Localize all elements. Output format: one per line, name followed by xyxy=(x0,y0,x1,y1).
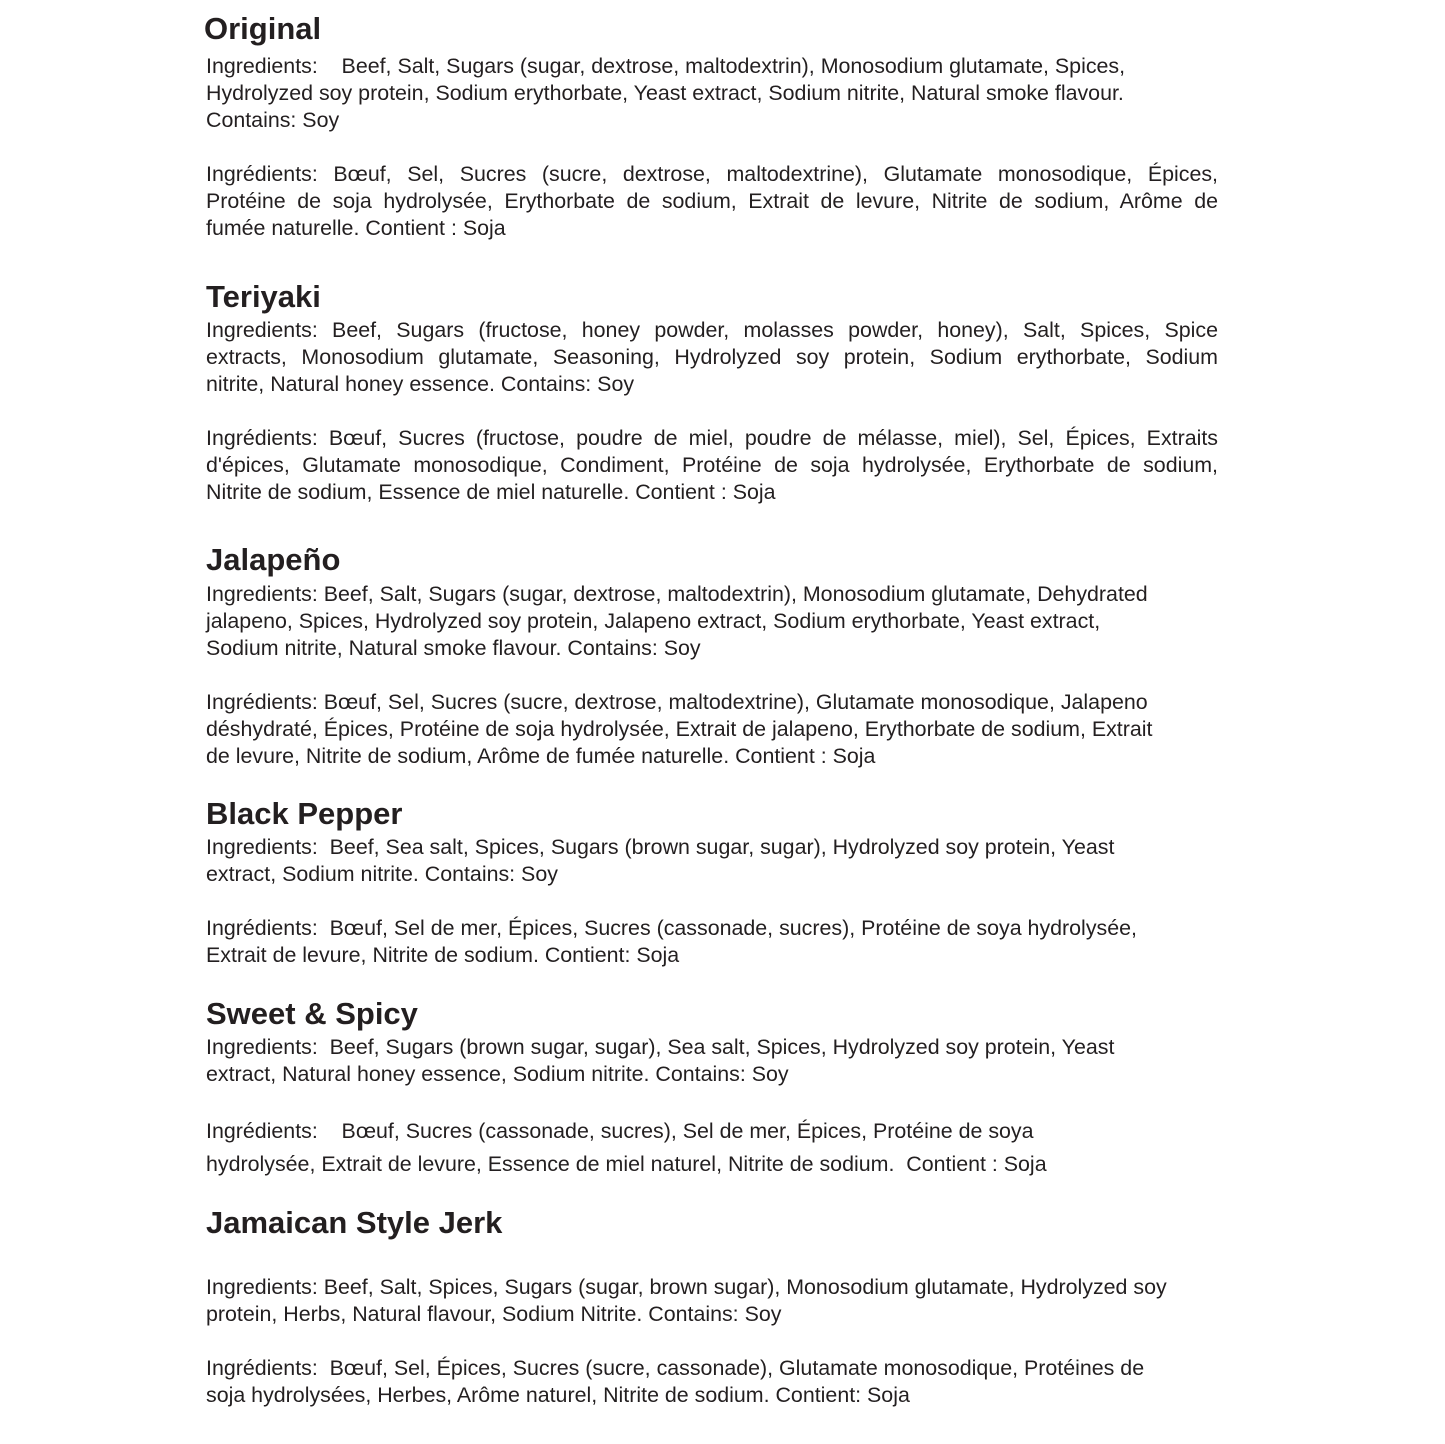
section-title-black-pepper: Black Pepper xyxy=(206,796,403,831)
text-line: Ingredients: Beef, Salt, Spices, Sugars (sugar, brown sugar), Monosodium glutamate, Hydrolyzed soy xyxy=(206,1275,1167,1299)
section-title-jalapeno: Jalapeño xyxy=(206,542,341,577)
ingredients-en-sweet-spicy xyxy=(206,1034,1114,1088)
ingredients-en-teriyaki xyxy=(206,317,1218,398)
ingredients-fr-black-pepper xyxy=(206,915,1137,969)
text-line: Ingredients: Beef, Sugars (brown sugar, sugar), Sea salt, Spices, Hydrolyzed soy protein, Yeast xyxy=(206,1035,1115,1059)
text-line: nitrite, Natural honey essence. Contains: Soy xyxy=(206,372,635,396)
text-line: extract, Natural honey essence, Sodium nitrite. Contains: Soy xyxy=(206,1062,789,1086)
ingredients-fr-jamaican-style-jerk xyxy=(206,1355,1144,1409)
text-line: Ingrédients: Bœuf, Sel, Sucres (sucre, dextrose, maltodextrine), Glutamate monosodique, Jalapeno xyxy=(206,690,1148,714)
text-line: d'épices, Glutamate monosodique, Condiment, Protéine de soja hydrolysée, Erythorbate de sodium, xyxy=(206,453,1218,477)
ingredients-en-jalapeno xyxy=(206,581,1148,662)
text-line: déshydraté, Épices, Protéine de soja hydrolysée, Extrait de jalapeno, Erythorbate de sodium, Extrait xyxy=(206,717,1153,741)
ingredients-fr-sweet-spicy xyxy=(206,1115,1047,1181)
text-line: protein, Herbs, Natural flavour, Sodium Nitrite. Contains: Soy xyxy=(206,1302,782,1326)
text-line: Ingrédients: Bœuf, Sucres (fructose, poudre de miel, poudre de mélasse, miel), Sel, Épices, Extraits xyxy=(206,426,1218,450)
text-line: de levure, Nitrite de sodium, Arôme de fumée naturelle. Contient : Soja xyxy=(206,744,876,768)
text-line: Extrait de levure, Nitrite de sodium. Contient: Soja xyxy=(206,943,680,967)
text-line: Ingrédients: Bœuf, Sucres (cassonade, sucres), Sel de mer, Épices, Protéine de soya xyxy=(206,1119,1034,1143)
text-line: extract, Sodium nitrite. Contains: Soy xyxy=(206,862,558,886)
text-line: Sodium nitrite, Natural smoke flavour. Contains: Soy xyxy=(206,636,701,660)
text-line: Ingrédients: Bœuf, Sel, Épices, Sucres (sucre, cassonade), Glutamate monosodique, Protéines de xyxy=(206,1356,1145,1380)
text-line: Ingredients: Beef, Sugars (fructose, honey powder, molasses powder, honey), Salt, Spices, Spice xyxy=(206,318,1218,342)
ingredients-en-jamaican-style-jerk xyxy=(206,1274,1167,1328)
text-line: Ingredients: Beef, Salt, Sugars (sugar, dextrose, maltodextrin), Monosodium glutamate, Dehydrated xyxy=(206,582,1148,606)
ingredients-en-black-pepper xyxy=(206,834,1114,888)
text-line: Nitrite de sodium, Essence de miel naturelle. Contient : Soja xyxy=(206,480,776,504)
text-line: Ingredients: Beef, Salt, Sugars (sugar, dextrose, maltodextrin), Monosodium glutamate, Spices, xyxy=(206,54,1126,78)
text-line: Hydrolyzed soy protein, Sodium erythorbate, Yeast extract, Sodium nitrite, Natural smoke flavour. xyxy=(206,81,1124,105)
ingredients-fr-teriyaki xyxy=(206,425,1218,506)
text-line: hydrolysée, Extrait de levure, Essence de miel naturel, Nitrite de sodium. Contient : Soja xyxy=(206,1152,1047,1176)
text-line: Contains: Soy xyxy=(206,108,340,132)
text-line: Ingrédients: Bœuf, Sel de mer, Épices, Sucres (cassonade, sucres), Protéine de soya hydrolysée, xyxy=(206,916,1137,940)
text-line: extracts, Monosodium glutamate, Seasoning, Hydrolyzed soy protein, Sodium erythorbate, Sodium xyxy=(206,345,1218,369)
ingredients-fr-original xyxy=(206,161,1218,242)
text-line: fumée naturelle. Contient : Soja xyxy=(206,216,506,240)
section-title-teriyaki: Teriyaki xyxy=(206,279,321,314)
text-line: Ingrédients: Bœuf, Sel, Sucres (sucre, dextrose, maltodextrine), Glutamate monosodique, Épices, xyxy=(206,162,1218,186)
section-title-sweet-spicy: Sweet & Spicy xyxy=(206,996,418,1031)
text-line: jalapeno, Spices, Hydrolyzed soy protein, Jalapeno extract, Sodium erythorbate, Yeast extract, xyxy=(206,609,1101,633)
ingredients-en-original xyxy=(206,53,1125,134)
section-title-original: Original xyxy=(204,11,322,46)
text-line: Ingredients: Beef, Sea salt, Spices, Sugars (brown sugar, sugar), Hydrolyzed soy protein, Yeast xyxy=(206,835,1115,859)
text-line: Protéine de soja hydrolysée, Erythorbate de sodium, Extrait de levure, Nitrite de sodium, Arôme de xyxy=(206,189,1218,213)
section-title-jamaican-style-jerk: Jamaican Style Jerk xyxy=(206,1205,503,1240)
text-line: soja hydrolysées, Herbes, Arôme naturel, Nitrite de sodium. Contient: Soja xyxy=(206,1383,910,1407)
ingredients-fr-jalapeno xyxy=(206,689,1152,770)
